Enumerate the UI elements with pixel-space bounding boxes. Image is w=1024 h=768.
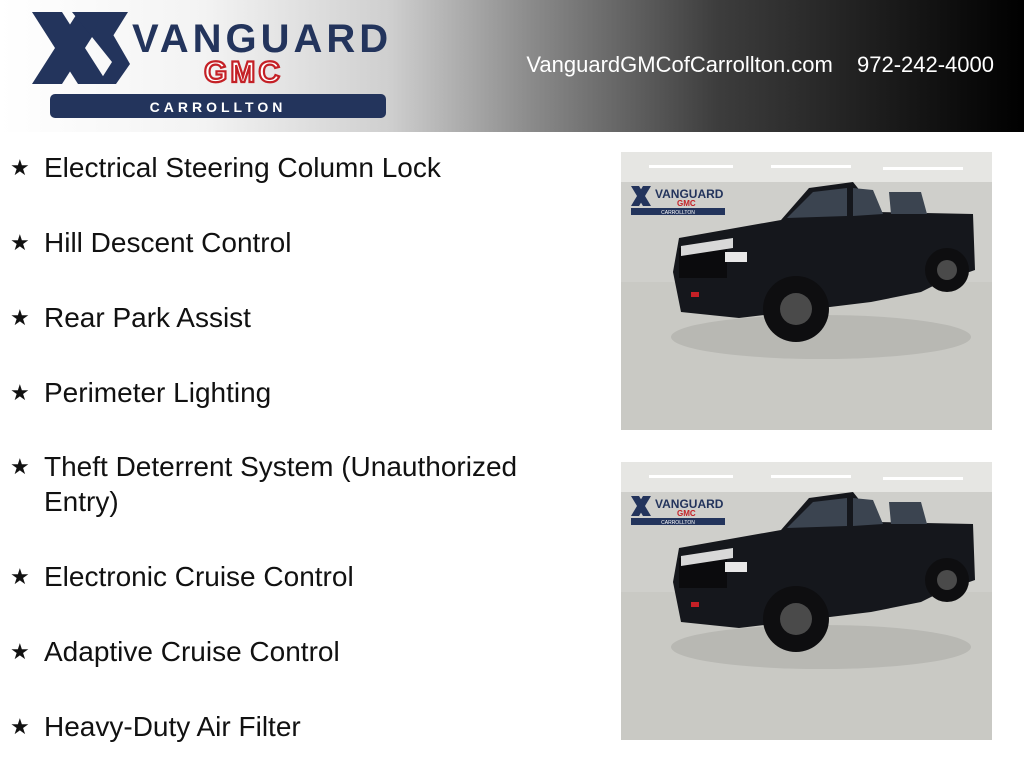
star-icon: ★ [10,230,30,255]
star-icon: ★ [10,155,30,180]
watermark-brand: VANGUARD [655,187,724,201]
feature-text: Hill Descent Control [44,227,292,258]
vehicle-photo[interactable] [621,462,992,740]
star-icon: ★ [10,639,30,664]
feature-item [10,709,590,744]
dealer-website[interactable]: VanguardGMCofCarrollton.com [526,52,833,77]
watermark-location: CARROLLTON [661,520,695,526]
dealer-phone[interactable]: 972-242-4000 [856,52,994,77]
star-icon: ★ [10,564,30,589]
feature-item [10,225,590,260]
watermark-make: GMC [677,509,696,518]
logo-brand-name: VANGUARD [132,17,393,61]
feature-item [10,449,590,519]
logo-location: CARROLLTON [149,99,287,115]
vehicle-photo[interactable] [621,152,992,430]
watermark-make: GMC [677,199,696,208]
feature-text: Theft Deterrent System (Unauthorized Entry) [44,451,518,517]
star-icon: ★ [10,380,30,405]
feature-item [10,634,590,669]
header-banner [0,0,1024,132]
star-icon: ★ [10,305,30,330]
logo-make: GMC [204,56,283,89]
feature-text: Rear Park Assist [44,302,251,333]
dealer-logo [28,8,408,122]
star-icon: ★ [10,714,30,739]
watermark-location: CARROLLTON [661,210,695,216]
watermark-brand: VANGUARD [655,497,724,511]
feature-text: Perimeter Lighting [44,377,272,408]
feature-item [10,300,590,335]
feature-text: Electrical Steering Column Lock [44,152,441,183]
feature-item [10,150,590,185]
feature-item [10,559,590,594]
star-icon: ★ [10,454,30,479]
feature-text: Heavy-Duty Air Filter [44,711,301,742]
contact-info [526,52,994,78]
feature-text: Electronic Cruise Control [44,561,354,592]
feature-text: Adaptive Cruise Control [44,636,340,667]
logo-x-mark-icon [32,12,130,84]
feature-item [10,375,590,410]
